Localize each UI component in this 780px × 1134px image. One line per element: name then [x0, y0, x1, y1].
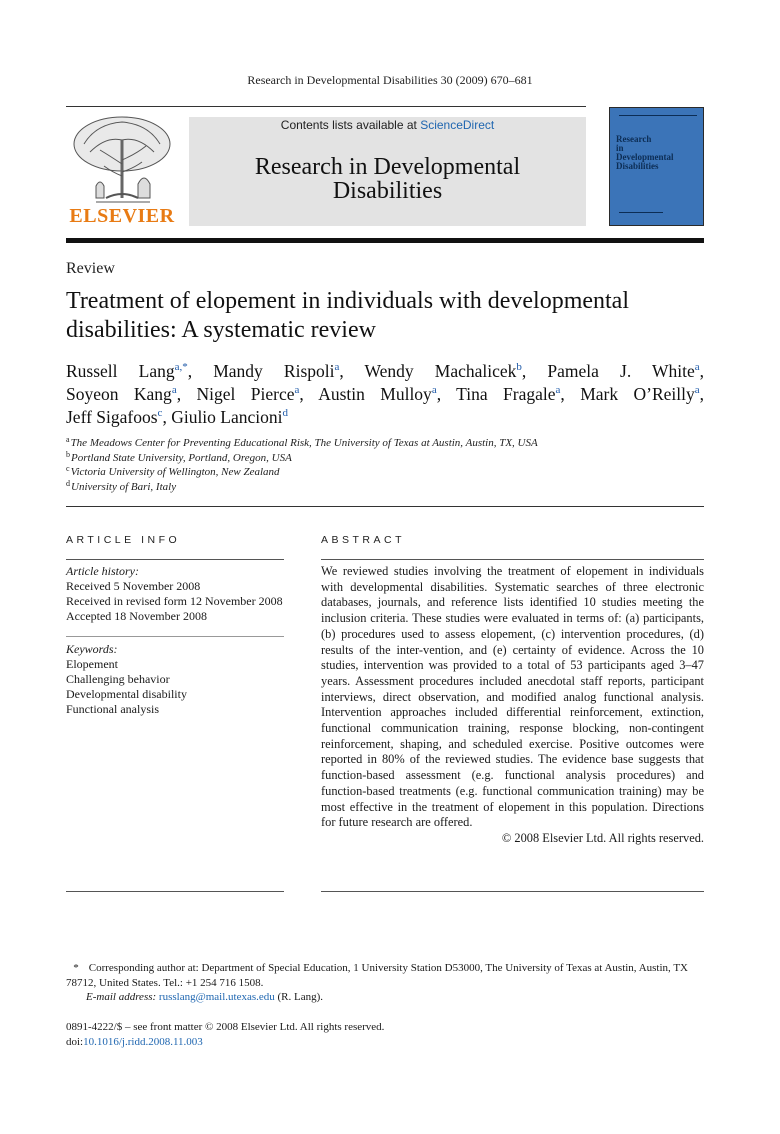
author-name[interactable]: Russell Lang [66, 361, 175, 381]
header-rule [66, 106, 586, 107]
abstract-rule [321, 559, 704, 560]
header-thick-rule [66, 238, 704, 243]
abstract-paragraph: We reviewed studies involving the treatment of elopement in individuals with developmental disabilities. Systematic searches of three electronic databases, journals, and reference lists identified 10 studies meeting the inclusion criteria. These studies were evaluated in terms of: (a) participants, (b) procedures used to assess elopement, (c) intervention procedures, (d) results of the inter-vention, and (e) certainty of evidence. Across the 10 studies, intervention was provided to a total of 53 participants aged 3–47 years. Assessment procedures included anecdotal staff reports, participant interviews, direct observation, and modified analog functional analysis. Intervention approaches included differential reinforcement, extinction, functional communication training, response blocking, non-contingent reinforcement, shaping, and scheduled exercise. Positive outcomes were reported in 80% of the reviewed studies. The evidence base suggests that function-based assessment (e.g. functional analysis procedures) and function-based treatments (e.g. functional communication training) may be most effective in the treatment of elopement in this population. Directions for future research are offered. [321, 564, 704, 830]
journal-title [189, 155, 586, 203]
footnote-text: * Corresponding author at: Department of Special Education, 1 University Station D53000, The University of Texas at Austin, Austin, TX 78712, United States. Tel.: +1 254 716 1508. [66, 962, 689, 989]
issn-line: 0891-4222/$ – see front matter © 2008 Elsevier Ltd. All rights reserved. [66, 1021, 385, 1033]
keywords-label: Keywords: [66, 642, 118, 656]
doi-link[interactable]: 10.1016/j.ridd.2008.11.003 [83, 1035, 203, 1048]
revised-date: Received in revised form 12 November 2008 [66, 594, 283, 608]
author-affil-sup[interactable]: d [282, 407, 288, 419]
doi-line: doi:10.1016/j.ridd.2008.11.003 [66, 1035, 203, 1048]
affiliations [66, 436, 538, 494]
journal-cover-thumbnail [609, 107, 704, 226]
cover-title-line: Disabilities [616, 161, 659, 171]
author-name[interactable]: Tina Fragale [456, 384, 556, 404]
journal-header-box [189, 117, 586, 226]
author-name[interactable]: Giulio Lancioni [171, 407, 283, 427]
keyword-item[interactable]: Developmental disability [66, 687, 187, 701]
keyword-item[interactable]: Elopement [66, 657, 118, 671]
author-affil-sup[interactable]: a [431, 384, 437, 396]
keyword-item[interactable]: Challenging behavior [66, 672, 170, 686]
author-name[interactable]: Wendy Machalicek [364, 361, 517, 381]
footnote-email-line [66, 990, 704, 1005]
keywords [66, 642, 187, 717]
article-info-divider [66, 636, 284, 637]
email-suffix: (R. Lang). [277, 991, 324, 1003]
author-list [66, 360, 704, 429]
author-name[interactable]: Jeff Sigafoos [66, 407, 158, 427]
elsevier-wordmark: ELSEVIER [69, 205, 175, 227]
cover-title-line: Developmental [616, 152, 674, 162]
author-line-3: Jeff Sigafoos$^c$, Giulio Lancioni$^d$ [66, 407, 288, 427]
affiliation-item: $^c$Victoria University of Wellington, New Zealand [66, 464, 280, 478]
article-history [66, 564, 283, 624]
author-affil-sup[interactable]: a [694, 384, 700, 396]
affiliation-item: $^b$Portland State University, Portland, Oregon, USA [66, 449, 292, 464]
accepted-date: Accepted 18 November 2008 [66, 609, 207, 623]
cover-rule-bottom [619, 212, 663, 213]
received-date: Received 5 November 2008 [66, 579, 201, 593]
article-info-bottom-rule [66, 891, 284, 892]
article-title [66, 287, 706, 345]
journal-title-line2: Disabilities [332, 178, 443, 204]
contents-line [189, 118, 586, 132]
author-name[interactable]: Nigel Pierce [196, 384, 295, 404]
article-title-line1: Treatment of elopement in individuals with developmental [66, 288, 630, 314]
elsevier-logo [66, 114, 178, 228]
author-name[interactable]: Mandy Rispoli [213, 361, 335, 381]
author-name[interactable]: Soyeon Kang [66, 384, 172, 404]
keyword-item[interactable]: Functional analysis [66, 702, 159, 716]
affiliation-item: $^d$University of Bari, Italy [66, 478, 177, 493]
author-affil-sup[interactable]: a [294, 384, 300, 396]
article-info-heading: ARTICLE INFO [66, 534, 181, 546]
author-line-2: Soyeon Kang$^a$, Nigel Pierce$^a$, Austin Mulloy$^a$, Tina Fragale$^a$, Mark O’Reilly$^a$, [66, 384, 705, 404]
email-label: E-mail address: [86, 991, 157, 1003]
author-affil-sup[interactable]: a [555, 384, 561, 396]
author-affil-sup[interactable]: a,* [174, 361, 188, 373]
author-affil-sup[interactable]: a [171, 384, 177, 396]
abstract-bottom-rule [321, 891, 704, 892]
cover-rule-top [619, 115, 697, 116]
abstract-heading: ABSTRACT [321, 534, 406, 546]
article-info-rule [66, 559, 284, 560]
email-link[interactable]: russlang@mail.utexas.edu [158, 991, 275, 1003]
affiliation-item: $^a$The Meadows Center for Preventing Educational Risk, The University of Texas at Austin, Austin, TX, USA [66, 435, 538, 449]
history-label: Article history: [66, 564, 139, 578]
running-head: Research in Developmental Disabilities 30 (2009) 670–681 [247, 73, 533, 87]
author-name[interactable]: Mark O’Reilly [580, 384, 695, 404]
author-name[interactable]: Austin Mulloy [318, 384, 432, 404]
cover-title [616, 135, 674, 171]
section-rule [66, 506, 704, 507]
contents-prefix: Contents lists available at [280, 118, 421, 132]
cover-title-line: Research [616, 134, 652, 144]
author-affil-sup[interactable]: c [157, 407, 163, 419]
journal-title-line1: Research in Developmental [254, 154, 521, 180]
abstract-body [321, 564, 704, 847]
abstract-copyright: © 2008 Elsevier Ltd. All rights reserved. [501, 830, 704, 845]
author-affil-sup[interactable]: b [516, 361, 522, 373]
author-line-1: Russell Lang$^{a,*}$, Mandy Rispoli$^a$, Wendy Machalicek$^b$, Pamela J. White$^a$, [66, 361, 704, 381]
article-title-line2: disabilities: A systematic review [66, 317, 376, 343]
corresponding-author-footnote [66, 961, 704, 1005]
cover-title-line: in [616, 143, 624, 153]
sciencedirect-link[interactable]: ScienceDirect [420, 118, 495, 132]
elsevier-tree-icon [66, 114, 178, 206]
footnote-marker: * [73, 962, 79, 974]
author-name[interactable]: Pamela J. White [547, 361, 695, 381]
article-type: Review [66, 260, 115, 277]
author-affil-sup[interactable]: a [694, 361, 700, 373]
author-affil-sup[interactable]: a [334, 361, 340, 373]
front-matter [66, 1020, 384, 1049]
